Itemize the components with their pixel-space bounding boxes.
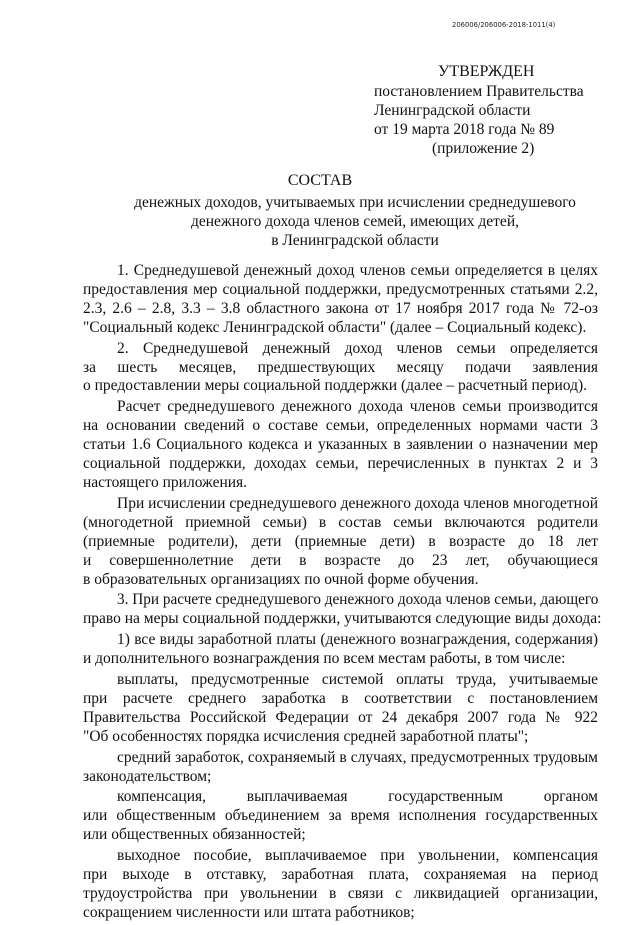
paragraph-10 (83, 847, 598, 923)
text-line: "Социальный кодекс Ленинградской области" (далее – Социальный кодекс). (83, 318, 587, 336)
text-line: (приемные родители), дети (приемные дети) в возрасте до 18 лет (83, 532, 598, 550)
paragraph-2 (83, 340, 598, 397)
paragraph-1 (83, 262, 598, 338)
approval-appendix: (приложение 2) (432, 140, 535, 157)
text-line: Правительства Российской Федерации от 24 декабря 2007 года № 922 (83, 708, 598, 726)
text-line: за шесть месяцев, предшествующих месяцу подачи заявления (83, 358, 598, 376)
text-line: "Об особенностях порядка исчисления средней заработной платы"; (83, 727, 529, 745)
text-line: и дополнительного вознаграждения по всем местам работы, в том числе: (83, 650, 566, 668)
text-line: или общественных обязанностей; (83, 826, 306, 844)
paragraph-8 (83, 749, 598, 787)
text-line: 1. Среднедушевой денежный доход членов семьи определяется в целях (117, 262, 598, 279)
approval-line-1: постановлением Правительства (374, 83, 584, 100)
approval-line-2: Ленинградской области (374, 102, 531, 119)
text-line: и совершеннолетние дети в возрасте до 23 лет, обучающиеся (83, 551, 598, 569)
text-line: при выходе в отставку, заработная плата, сохраняемая на период (83, 866, 598, 884)
document-code: 206006/206006-2018-1011(4) (452, 21, 556, 29)
text-line: настоящего приложения. (83, 473, 248, 491)
subtitle-line-1: денежных доходов, учитываемых при исчислении среднедушевого (134, 194, 576, 211)
text-line: сокращением численности или штата работников; (83, 903, 415, 921)
paragraph-6 (83, 631, 598, 669)
document-title: СОСТАВ (287, 172, 353, 189)
text-line: законодательством; (83, 767, 212, 785)
text-line: социальной поддержки, доходах семьи, перечисленных в пунктах 2 и 3 (83, 455, 598, 473)
text-line: на основании сведений о составе семьи, определенных нормами части 3 (83, 417, 598, 435)
subtitle-line-3: в Ленинградской области (271, 232, 439, 249)
paragraph-9 (83, 788, 598, 845)
text-line: трудоустройства при увольнении в связи с ликвидацией организации, (83, 885, 598, 902)
text-line: выходное пособие, выплачиваемое при увольнении, компенсация (117, 847, 598, 865)
text-line: компенсация, выплачиваемая государственным органом (117, 788, 598, 806)
text-line: 2.3, 2.6 – 2.8, 3.3 – 3.8 областного закона от 17 ноября 2017 года № 72-оз (83, 299, 598, 317)
text-line: средний заработок, сохраняемый в случаях, предусмотренных трудовым (117, 748, 598, 766)
text-line: статьи 1.6 Социального кодекса и указанных в заявлении о назначении мер (83, 436, 598, 454)
text-line: 1) все виды заработной платы (денежного вознаграждения, содержания) (117, 631, 598, 649)
text-line: или общественным объединением за время исполнения государственных (83, 807, 598, 825)
text-line: (многодетной приемной семьи) в состав семьи включаются родители (83, 513, 598, 531)
text-line: При исчислении среднедушевого денежного дохода членов многодетной (117, 494, 598, 512)
text-line: 2. Среднедушевой денежный доход членов семьи определяется (117, 339, 598, 357)
text-line: Расчет среднедушевого денежного дохода членов семьи производится (117, 398, 598, 416)
text-line: выплаты, предусмотренные системой оплаты труда, учитываемые (117, 671, 598, 689)
paragraph-7 (83, 671, 598, 747)
text-line: право на меры социальной поддержки, учитываются следующие виды дохода: (83, 610, 602, 628)
text-line: в образовательных организациях по очной форме обучения. (83, 570, 479, 588)
document-subtitle (130, 193, 580, 250)
text-line: при расчете среднего заработка в соответствии с постановлением (83, 689, 598, 707)
text-line: о предоставлении меры социальной поддержки (далее – расчетный период). (83, 377, 587, 395)
text-line: предоставления мер социальной поддержки, предусмотренных статьями 2.2, (83, 280, 598, 298)
text-line: 3. При расчете среднедушевого денежного дохода членов семьи, дающего (117, 591, 599, 609)
document-body (83, 262, 602, 925)
paragraph-5 (83, 591, 602, 629)
approval-block (374, 62, 604, 158)
paragraph-4 (83, 495, 598, 590)
approval-line-3: от 19 марта 2018 года № 89 (374, 121, 555, 138)
subtitle-line-2: денежного дохода членов семей, имеющих детей, (191, 213, 519, 230)
approval-title: УТВЕРЖДЕН (438, 63, 535, 80)
paragraph-3 (83, 398, 598, 493)
